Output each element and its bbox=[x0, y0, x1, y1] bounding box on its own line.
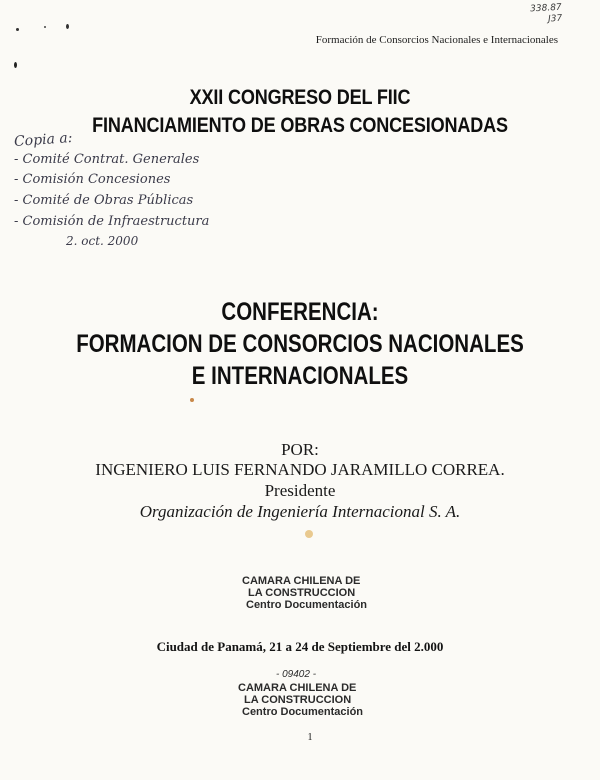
scan-speck bbox=[16, 28, 19, 31]
stamp-line: CAMARA CHILENA DE bbox=[238, 682, 357, 694]
scan-speck bbox=[44, 26, 46, 28]
scan-speck bbox=[14, 62, 17, 68]
stamp-line: LA CONSTRUCCION bbox=[248, 587, 356, 599]
handwritten-recipient: - Comisión de Infraestructura bbox=[14, 214, 210, 229]
author-role: Presidente bbox=[264, 481, 336, 500]
author-name: INGENIERO LUIS FERNANDO JARAMILLO CORREA. bbox=[95, 460, 505, 479]
handwritten-recipient: - Comité de Obras Públicas bbox=[14, 193, 194, 208]
stamp-line: Centro Documentación bbox=[242, 706, 364, 718]
handwritten-recipient: - Comisión Concesiones bbox=[14, 172, 171, 187]
page-number: 1 bbox=[307, 732, 313, 743]
running-header: Formación de Consorcios Nacionales e Internacionales bbox=[315, 34, 558, 46]
byline-por: POR: bbox=[281, 440, 319, 459]
handwritten-date: 2. oct. 2000 bbox=[66, 234, 139, 248]
scan-speck bbox=[190, 398, 194, 402]
catalog-note bbox=[513, 3, 562, 27]
conference-title-line1: FORMACION DE CONSORCIOS NACIONALES bbox=[76, 330, 524, 358]
catalog-note-line: J37 bbox=[547, 13, 563, 25]
congress-title: XXII CONGRESO DEL FIIC bbox=[189, 86, 411, 109]
author-organization: Organización de Ingeniería Internacional S. A. bbox=[139, 502, 461, 521]
conference-title-line2: E INTERNACIONALES bbox=[191, 362, 409, 390]
scan-speck bbox=[305, 530, 313, 538]
accession-number: - 09402 - bbox=[276, 669, 317, 680]
catalog-note-line: 338.87 bbox=[529, 2, 562, 15]
stamp-line: LA CONSTRUCCION bbox=[244, 694, 352, 706]
congress-subtitle: FINANCIAMIENTO DE OBRAS CONCESIONADAS bbox=[92, 114, 508, 137]
library-stamp bbox=[242, 575, 382, 611]
handwritten-recipient: - Comité Contrat. Generales bbox=[14, 152, 200, 167]
scan-speck bbox=[66, 24, 69, 29]
conference-label: CONFERENCIA: bbox=[221, 298, 379, 326]
stamp-line: CAMARA CHILENA DE bbox=[242, 575, 361, 587]
handwritten-copy-to: Copia a: bbox=[13, 129, 73, 151]
location-date: Ciudad de Panamá, 21 a 24 de Septiembre del 2.000 bbox=[156, 639, 444, 654]
stamp-line: Centro Documentación bbox=[246, 599, 368, 611]
library-stamp bbox=[238, 682, 378, 718]
